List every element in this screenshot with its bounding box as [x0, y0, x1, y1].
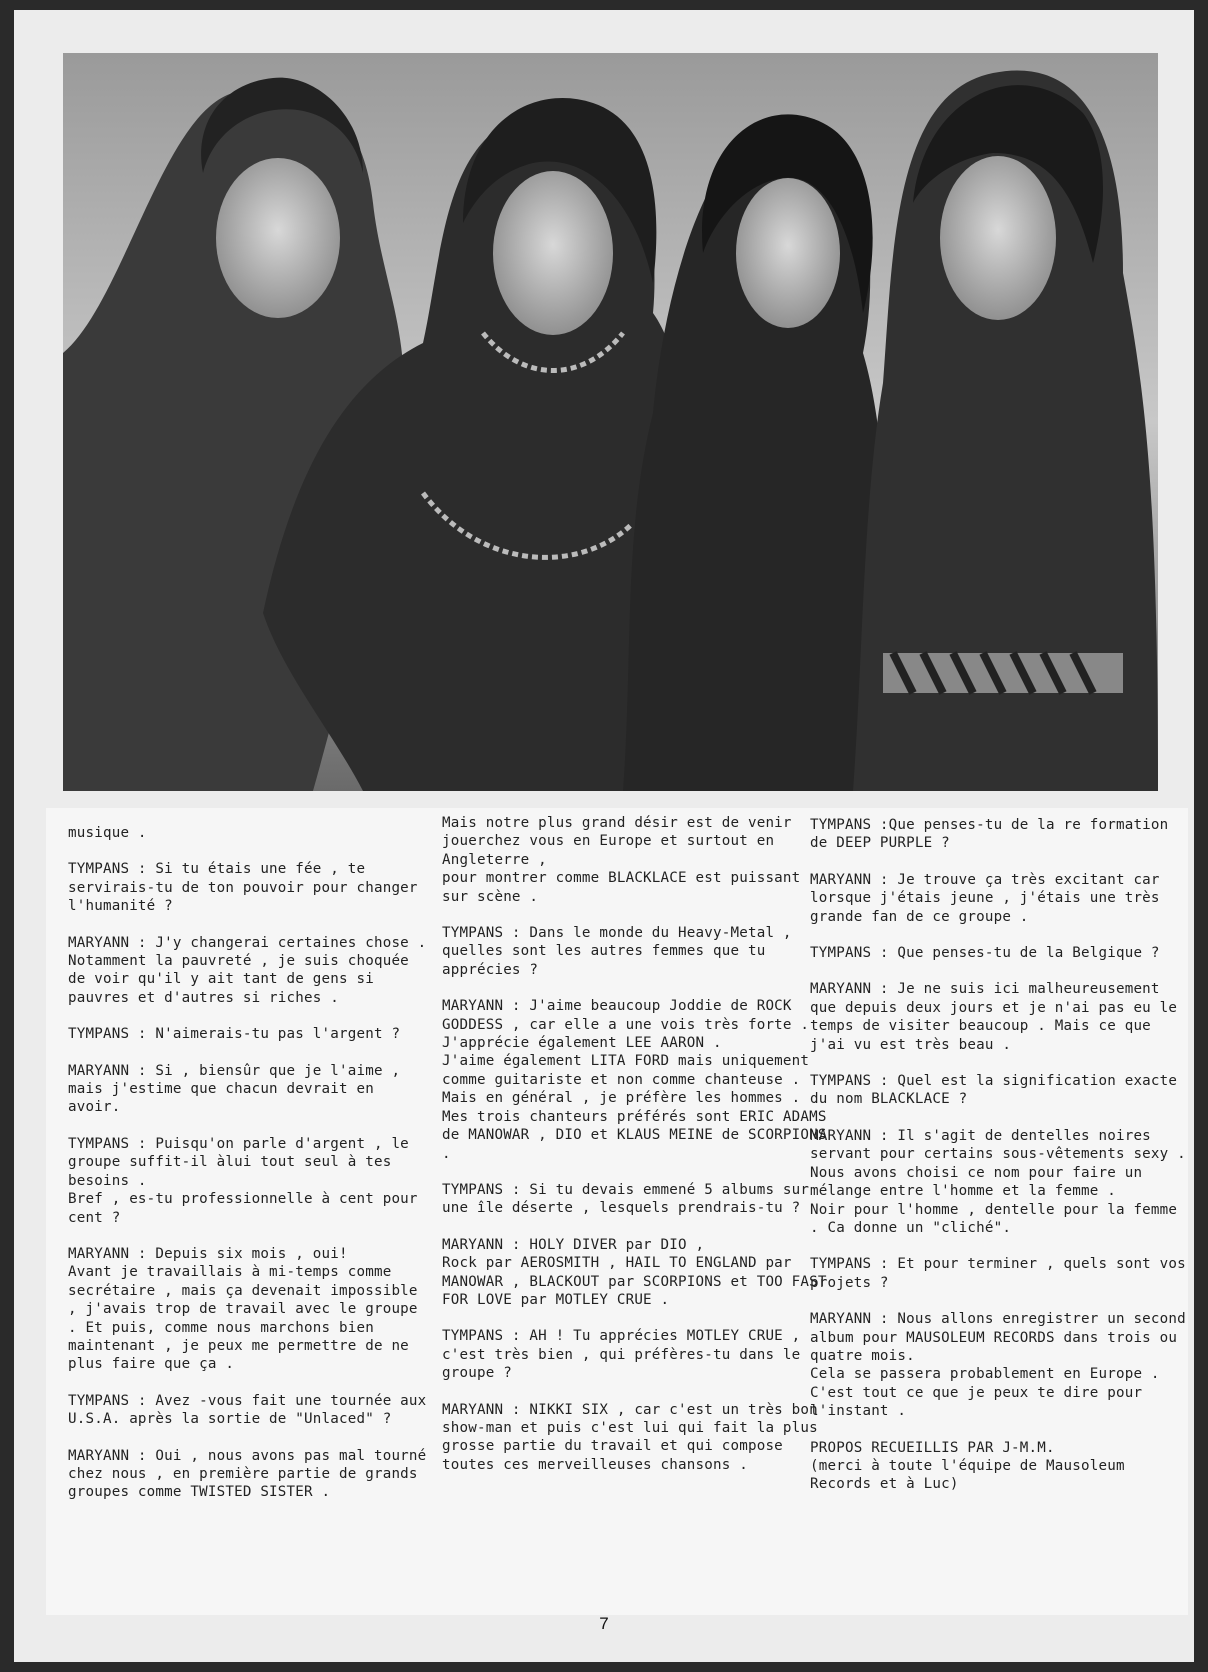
page-number: 7: [599, 1614, 609, 1633]
paragraph: MARYANN : J'aime beaucoup Joddie de ROCK GODDESS , car elle a une vois très forte . J'apprécie également LEE AARON . J'aime également LITA FORD mais uniquement comme guitariste et non comme chanteuse . Mais en général , je préfère les hommes . Mes trois chanteurs préférés sont ERIC ADAMS de MANOWAR , DIO et KLAUS MEINE de SCORPIONS .: [442, 998, 827, 1162]
paragraph: TYMPANS :Que penses-tu de la re formation de DEEP PURPLE ?: [810, 817, 1169, 852]
paragraph: TYMPANS : Si tu étais une fée , te servirais-tu de ton pouvoir pour changer l'humanité ?: [68, 861, 418, 915]
paragraph: MARYANN : Je trouve ça très excitant car lorsque j'étais jeune , j'étais une très grande fan de ce groupe .: [810, 871, 1160, 925]
paragraph: MARYANN : Oui , nous avons pas mal tourné chez nous , en première partie de grands groupes comme TWISTED SISTER .: [68, 1447, 427, 1501]
paragraph: TYMPANS : Quel est la signification exacte du nom BLACKLACE ?: [810, 1073, 1178, 1108]
credits: PROPOS RECUEILLIS PAR J-M.M. (merci à toute l'équipe de Mausoleum Records et à Luc): [810, 1439, 1125, 1493]
paragraph: MARYANN : J'y changerai certaines chose . Notamment la pauvreté , je suis choquée de voir qu'il y ait tant de gens si pauvres et d'autres si riches .: [68, 934, 427, 1006]
paragraph: MARYANN : Nous allons enregistrer un second album pour MAUSOLEUM RECORDS dans trois ou quatre mois. Cela se passera probablement en Europe . C'est tout ce que je peux te dire pour l'instant .: [810, 1311, 1186, 1420]
paragraph: MARYANN : NIKKI SIX , car c'est un très bon show-man et puis c'est lui qui fait la plus grosse partie du travail et qui compose toutes ces merveilleuses chansons .: [442, 1401, 818, 1473]
paragraph: musique .: [68, 825, 147, 841]
column-1: [68, 824, 433, 1520]
paragraph: TYMPANS : Si tu devais emmené 5 albums sur une île déserte , lesquels prendrais-tu ?: [442, 1181, 810, 1217]
paragraph: TYMPANS : Puisqu'on parle d'argent , le groupe suffit-il àlui tout seul à tes besoins . Bref , es-tu professionnelle à cent pour cent ?: [68, 1135, 418, 1226]
paragraph: TYMPANS : Dans le monde du Heavy-Metal , quelles sont les autres femmes que tu apprécies ?: [442, 925, 792, 978]
paragraph: MARYANN : Il s'agit de dentelles noires servant pour certains sous-vêtements sexy . Nous avons choisi ce nom pour faire un mélange entre l'homme et la femme . Noir pour l'homme , dentelle pour la femme . Ca donne un "cliché".: [810, 1127, 1186, 1236]
paper-sheet: [14, 10, 1194, 1662]
paragraph: MARYANN : Je ne suis ici malheureusement que depuis deux jours et je n'ai pas eu le temps de visiter beaucoup . Mais ce que j'ai vu est très beau .: [810, 981, 1178, 1053]
paragraph: TYMPANS : Et pour terminer , quels sont vos projets ?: [810, 1256, 1186, 1291]
paragraph: TYMPANS : Avez -vous fait une tournée aux U.S.A. après la sortie de "Unlaced" ?: [68, 1392, 427, 1428]
paragraph: TYMPANS : AH ! Tu apprécies MOTLEY CRUE , c'est très bien , qui préfères-tu dans le groupe ?: [442, 1328, 801, 1382]
column-2: [442, 814, 827, 1492]
paragraph: TYMPANS : N'aimerais-tu pas l'argent ?: [68, 1026, 401, 1043]
interview-text-panel: [46, 808, 1188, 1615]
paragraph: MARYANN : Depuis six mois , oui! Avant je travaillais à mi-temps comme secrétaire , mais ça devenait impossible , j'avais trop de travail avec le groupe . Et puis, comme nous marchons bien maintenant , je peux me permettre de ne plus faire que ça .: [68, 1245, 418, 1373]
band-photo-image: [63, 53, 1158, 791]
column-3: [810, 816, 1190, 1512]
paragraph: Mais notre plus grand désir est de venir jouerchez vous en Europe et surtout en Angleterre , pour montrer comme BLACKLACE est puissant sur scène .: [442, 815, 801, 905]
band-photo: [63, 53, 1158, 791]
paragraph: MARYANN : Si , biensûr que je l'aime , mais j'estime que chacun devrait en avoir.: [68, 1062, 401, 1116]
paragraph: TYMPANS : Que penses-tu de la Belgique ?: [810, 945, 1160, 962]
paragraph: MARYANN : HOLY DIVER par DIO , Rock par AEROSMITH , HAIL TO ENGLAND par MANOWAR , BLACKOUT par SCORPIONS et TOO FAST FOR LOVE par MOTLEY CRUE .: [442, 1236, 827, 1308]
